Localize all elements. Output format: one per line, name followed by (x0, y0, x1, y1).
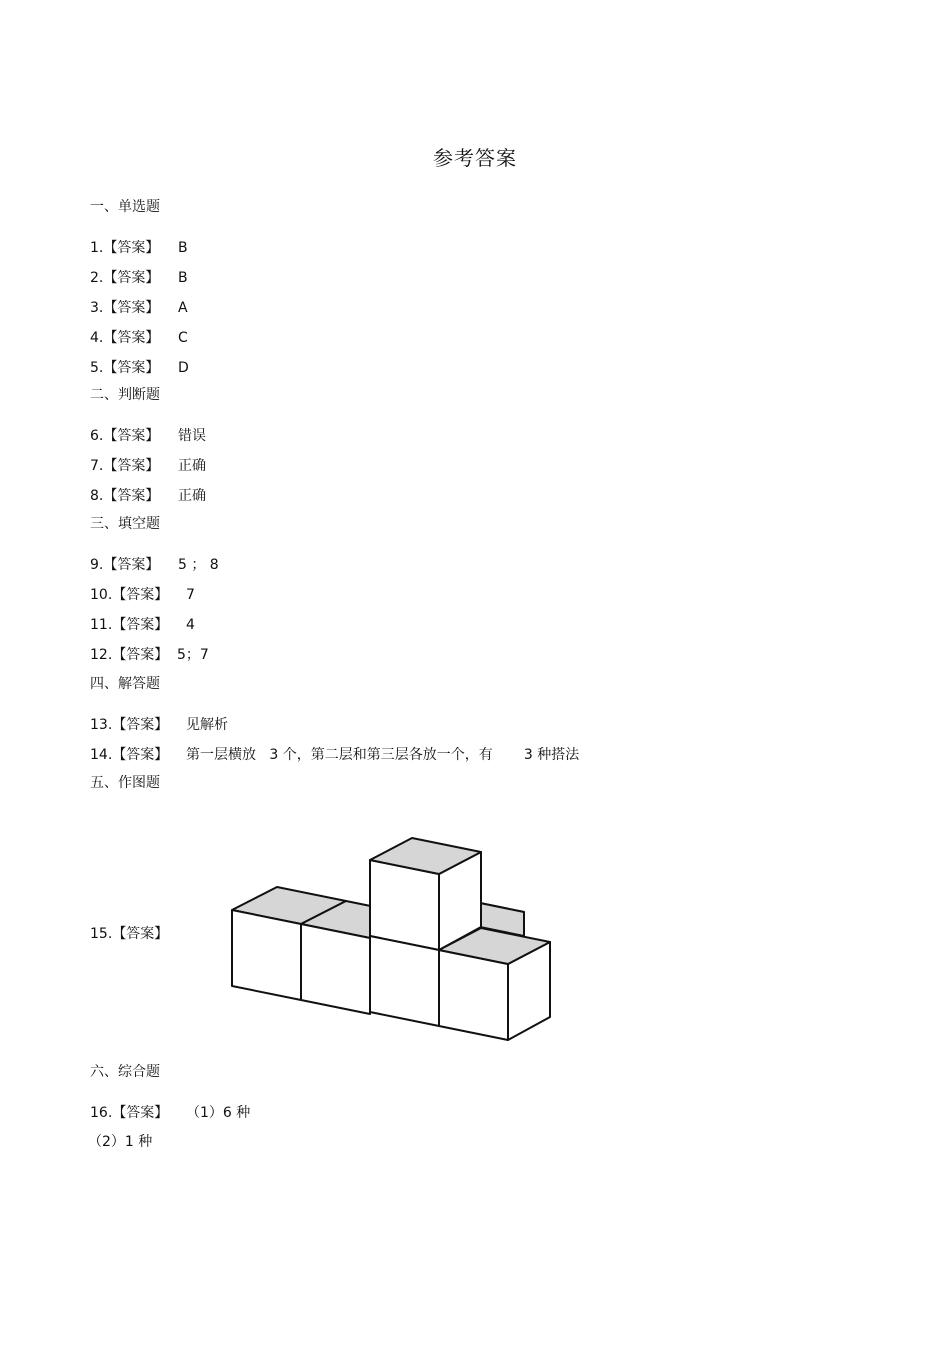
section-heading-single-choice: 一、单选题 (90, 199, 160, 215)
answer-value-3: A (178, 300, 188, 316)
answer-value-4: C (178, 330, 188, 346)
answer-value-13: 见解析 (186, 717, 228, 733)
answer-label: 【答案】 (103, 360, 160, 376)
answer-number: 11. (90, 617, 113, 633)
answer-12 (90, 646, 168, 664)
answer-1 (90, 239, 159, 257)
answer-value-16: （1）6 种 (186, 1105, 251, 1121)
answer-number: 1. (90, 240, 104, 256)
answer-number: 10. (90, 587, 113, 603)
answer-16-part-2: （2）1 种 (88, 1134, 153, 1150)
section-heading-solve: 四、解答题 (90, 676, 160, 692)
section-heading-fill-blank: 三、填空题 (90, 516, 160, 532)
answer-number: 9. (90, 557, 104, 573)
answer-value-11: 4 (186, 617, 195, 633)
answer-label: 【答案】 (112, 617, 169, 633)
cube-face-bottom-2 (301, 924, 370, 1014)
answer-number: 6. (90, 428, 104, 444)
cube-stack-drawing (225, 832, 555, 1047)
answer-label: 【答案】 (112, 717, 169, 733)
answer-value-10: 7 (186, 587, 195, 603)
answer-value-5: D (178, 360, 189, 376)
section-heading-comprehensive: 六、综合题 (90, 1064, 160, 1080)
answer-label: 【答案】 (103, 240, 160, 256)
answer-label: 【答案】 (103, 488, 160, 504)
answer-label: 【答案】 (103, 428, 160, 444)
answer-number: 4. (90, 330, 104, 346)
answer-value-12: 5；7 (177, 647, 209, 663)
answer-16 (90, 1104, 168, 1122)
cube-face-bottom-4 (439, 950, 508, 1040)
answer-number: 2. (90, 270, 104, 286)
answer-label: 【答案】 (112, 926, 169, 942)
page-title: 参考答案 (433, 146, 517, 170)
answer-number: 5. (90, 360, 104, 376)
cube-face-top-stack (370, 860, 439, 950)
answer-value-6: 错误 (178, 428, 206, 444)
answer-6 (90, 427, 159, 445)
answer-label: 【答案】 (112, 587, 169, 603)
section-heading-true-false: 二、判断题 (90, 387, 160, 403)
answer-8 (90, 487, 159, 505)
answer-number: 14. (90, 747, 113, 763)
cube-face-bottom-1 (232, 910, 301, 1000)
answer-7 (90, 457, 159, 475)
answer-5 (90, 359, 159, 377)
answer-label: 【答案】 (112, 647, 169, 663)
answer-number: 13. (90, 717, 113, 733)
answer-number: 15. (90, 926, 113, 942)
answer-number: 3. (90, 300, 104, 316)
answer-number: 7. (90, 458, 104, 474)
answer-13 (90, 716, 168, 734)
answer-value-1: B (178, 240, 188, 256)
answer-label: 【答案】 (103, 300, 160, 316)
answer-label: 【答案】 (103, 458, 160, 474)
answer-label: 【答案】 (103, 270, 160, 286)
cube-face-bottom-3 (370, 936, 439, 1026)
answer-10 (90, 586, 168, 604)
answer-label: 【答案】 (112, 747, 169, 763)
answer-value-2: B (178, 270, 188, 286)
answer-number: 8. (90, 488, 104, 504)
answer-value-9: 5 ； 8 (178, 557, 219, 573)
answer-label: 【答案】 (103, 330, 160, 346)
answer-value-14: 第一层横放 3 个，第二层和第三层各放一个，有 3 种搭法 (186, 747, 580, 763)
answer-2 (90, 269, 159, 287)
answer-number: 16. (90, 1105, 113, 1121)
answer-4 (90, 329, 159, 347)
answer-15 (90, 925, 168, 943)
answer-label: 【答案】 (112, 1105, 169, 1121)
answer-value-7: 正确 (178, 458, 206, 474)
section-heading-drawing: 五、作图题 (90, 775, 160, 791)
answer-11 (90, 616, 168, 634)
answer-number: 12. (90, 647, 113, 663)
answer-value-8: 正确 (178, 488, 206, 504)
answer-label: 【答案】 (103, 557, 160, 573)
answer-9 (90, 556, 159, 574)
answer-14 (90, 746, 168, 764)
answer-3 (90, 299, 159, 317)
